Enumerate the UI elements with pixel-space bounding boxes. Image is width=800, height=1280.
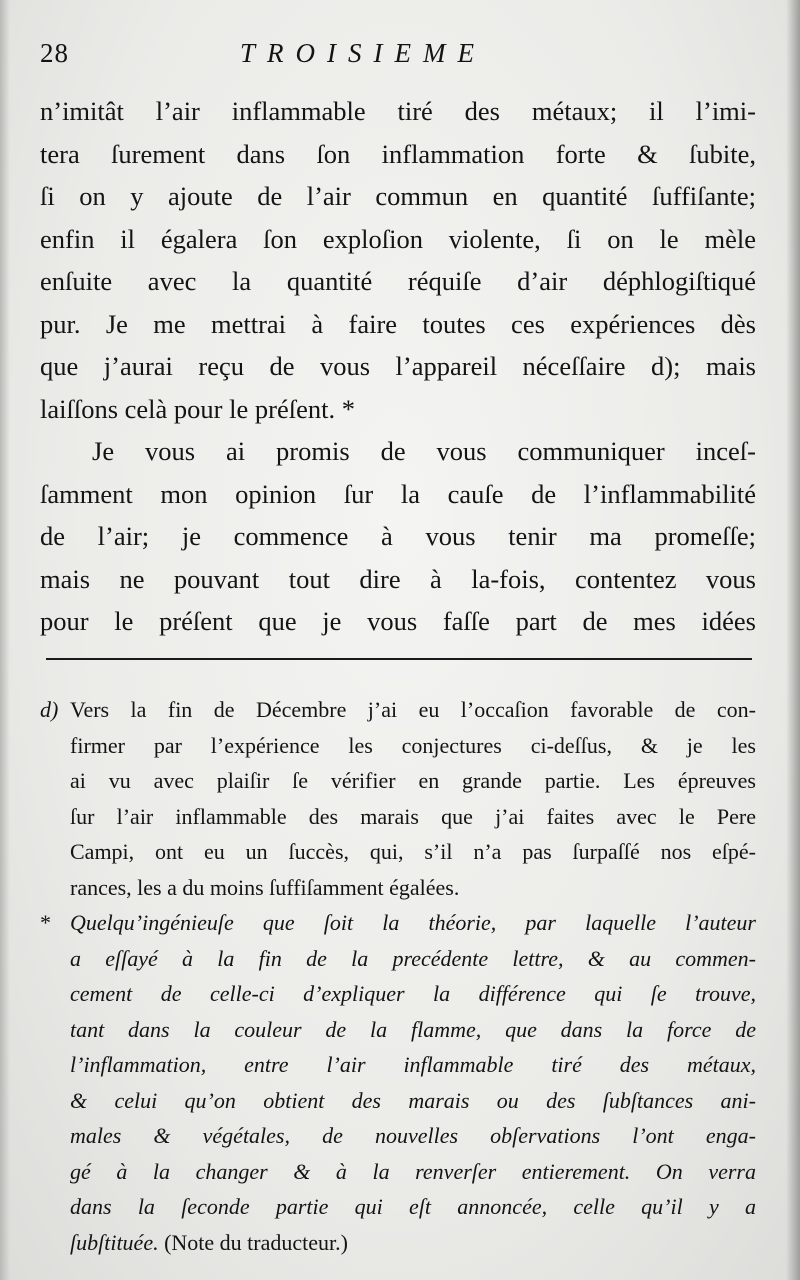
translator-note: (Note du traducteur.) [164, 1229, 348, 1255]
footnote-line: gé à la changer & à la renverſer entierement. On verra [70, 1158, 756, 1184]
footnote-text: ſubſtituée. [70, 1229, 159, 1255]
footnote-line: ſur l’air inflammable des marais que j’ai faites avec le Pere [70, 803, 756, 829]
text-line: mais ne pouvant tout dire à la-fois, contentez vous [40, 563, 756, 594]
footnote-text: Quelqu’ingénieuſe que ſoit la théorie, par laquelle l’auteur [70, 910, 756, 935]
text-line: Je vous ai promis de vous communiquer inceſ- [92, 436, 756, 466]
footnote-line: Campi, ont eu un ſuccès, qui, s’il n’a pas ſurpaſſé nos eſpé- [70, 839, 756, 864]
footnote-line: a eſſayé à la fin de la precédente lettre, & au commen- [70, 945, 756, 971]
footnote-line: ai vu avec plaiſir ſe vérifier en grande partie. Les épreuves [70, 768, 756, 793]
text-line: pour le préſent que je vous faſſe part de mes idées [40, 606, 756, 636]
footnote-line: & celui qu’on obtient des marais ou des ſubſtances ani- [70, 1087, 756, 1113]
text-line: laiſſons celà pour le préſent. * [40, 393, 355, 424]
footnote-marker: d) [40, 697, 59, 722]
main-text [40, 90, 756, 643]
footnote-line [40, 905, 756, 941]
text-line: enfin il égalera ſon exploſion violente, ſi on le mèle [40, 223, 756, 254]
text-line: de l’air; je commence à vous tenir ma promeſſe; [40, 521, 756, 551]
footnotes [40, 692, 756, 1260]
footnote-d [40, 692, 756, 905]
footnote-line [40, 692, 756, 728]
footnote-line: dans la ſeconde partie qui eſt annoncée, celle qu’il y a [70, 1194, 756, 1219]
text-line: pur. Je me mettrai à faire toutes ces expériences dès [40, 308, 756, 339]
page-edge-shadow-right [786, 0, 800, 1280]
text-line: que j’aurai reçu de vous l’appareil néceſſaire d); mais [40, 351, 756, 381]
running-title: TROISIEME [240, 38, 486, 68]
page-edge-shadow-left [0, 0, 10, 1280]
footnote-line: l’inflammation, entre l’air inflammable tiré des métaux, [70, 1052, 756, 1077]
footnote-line: rances, les a du moins ſuffiſamment égalées. [70, 874, 460, 900]
running-head [40, 38, 760, 74]
footnote-star [40, 905, 756, 1260]
footnote-line [40, 1225, 756, 1261]
footnote-line: firmer par l’expérience les conjectures ci-deſſus, & je les [70, 732, 756, 758]
footnote-line: cement de celle-ci d’expliquer la différence qui ſe trouve, [70, 981, 756, 1006]
footnote-text: Vers la fin de Décembre j’ai eu l’occaſion favorable de con- [70, 697, 756, 722]
text-line: ſi on y ajoute de l’air commun en quantité ſuffiſante; [40, 181, 756, 211]
footnote-divider [46, 658, 752, 660]
text-line: enſuite avec la quantité réquiſe d’air déphlogiſtiqué [40, 266, 756, 296]
text-line: tera ſurement dans ſon inflammation forte & ſubite, [40, 138, 756, 169]
page-number: 28 [40, 38, 69, 68]
footnote-line: males & végétales, de nouvelles obſervations l’ont enga- [70, 1123, 756, 1148]
text-line: n’imitât l’air inflammable tiré des métaux; il l’imi- [40, 96, 756, 126]
footnote-marker: * [40, 910, 51, 935]
text-line: ſamment mon opinion ſur la cauſe de l’inflammabilité [40, 478, 756, 509]
footnote-line: tant dans la couleur de la flamme, que dans la force de [70, 1016, 756, 1042]
